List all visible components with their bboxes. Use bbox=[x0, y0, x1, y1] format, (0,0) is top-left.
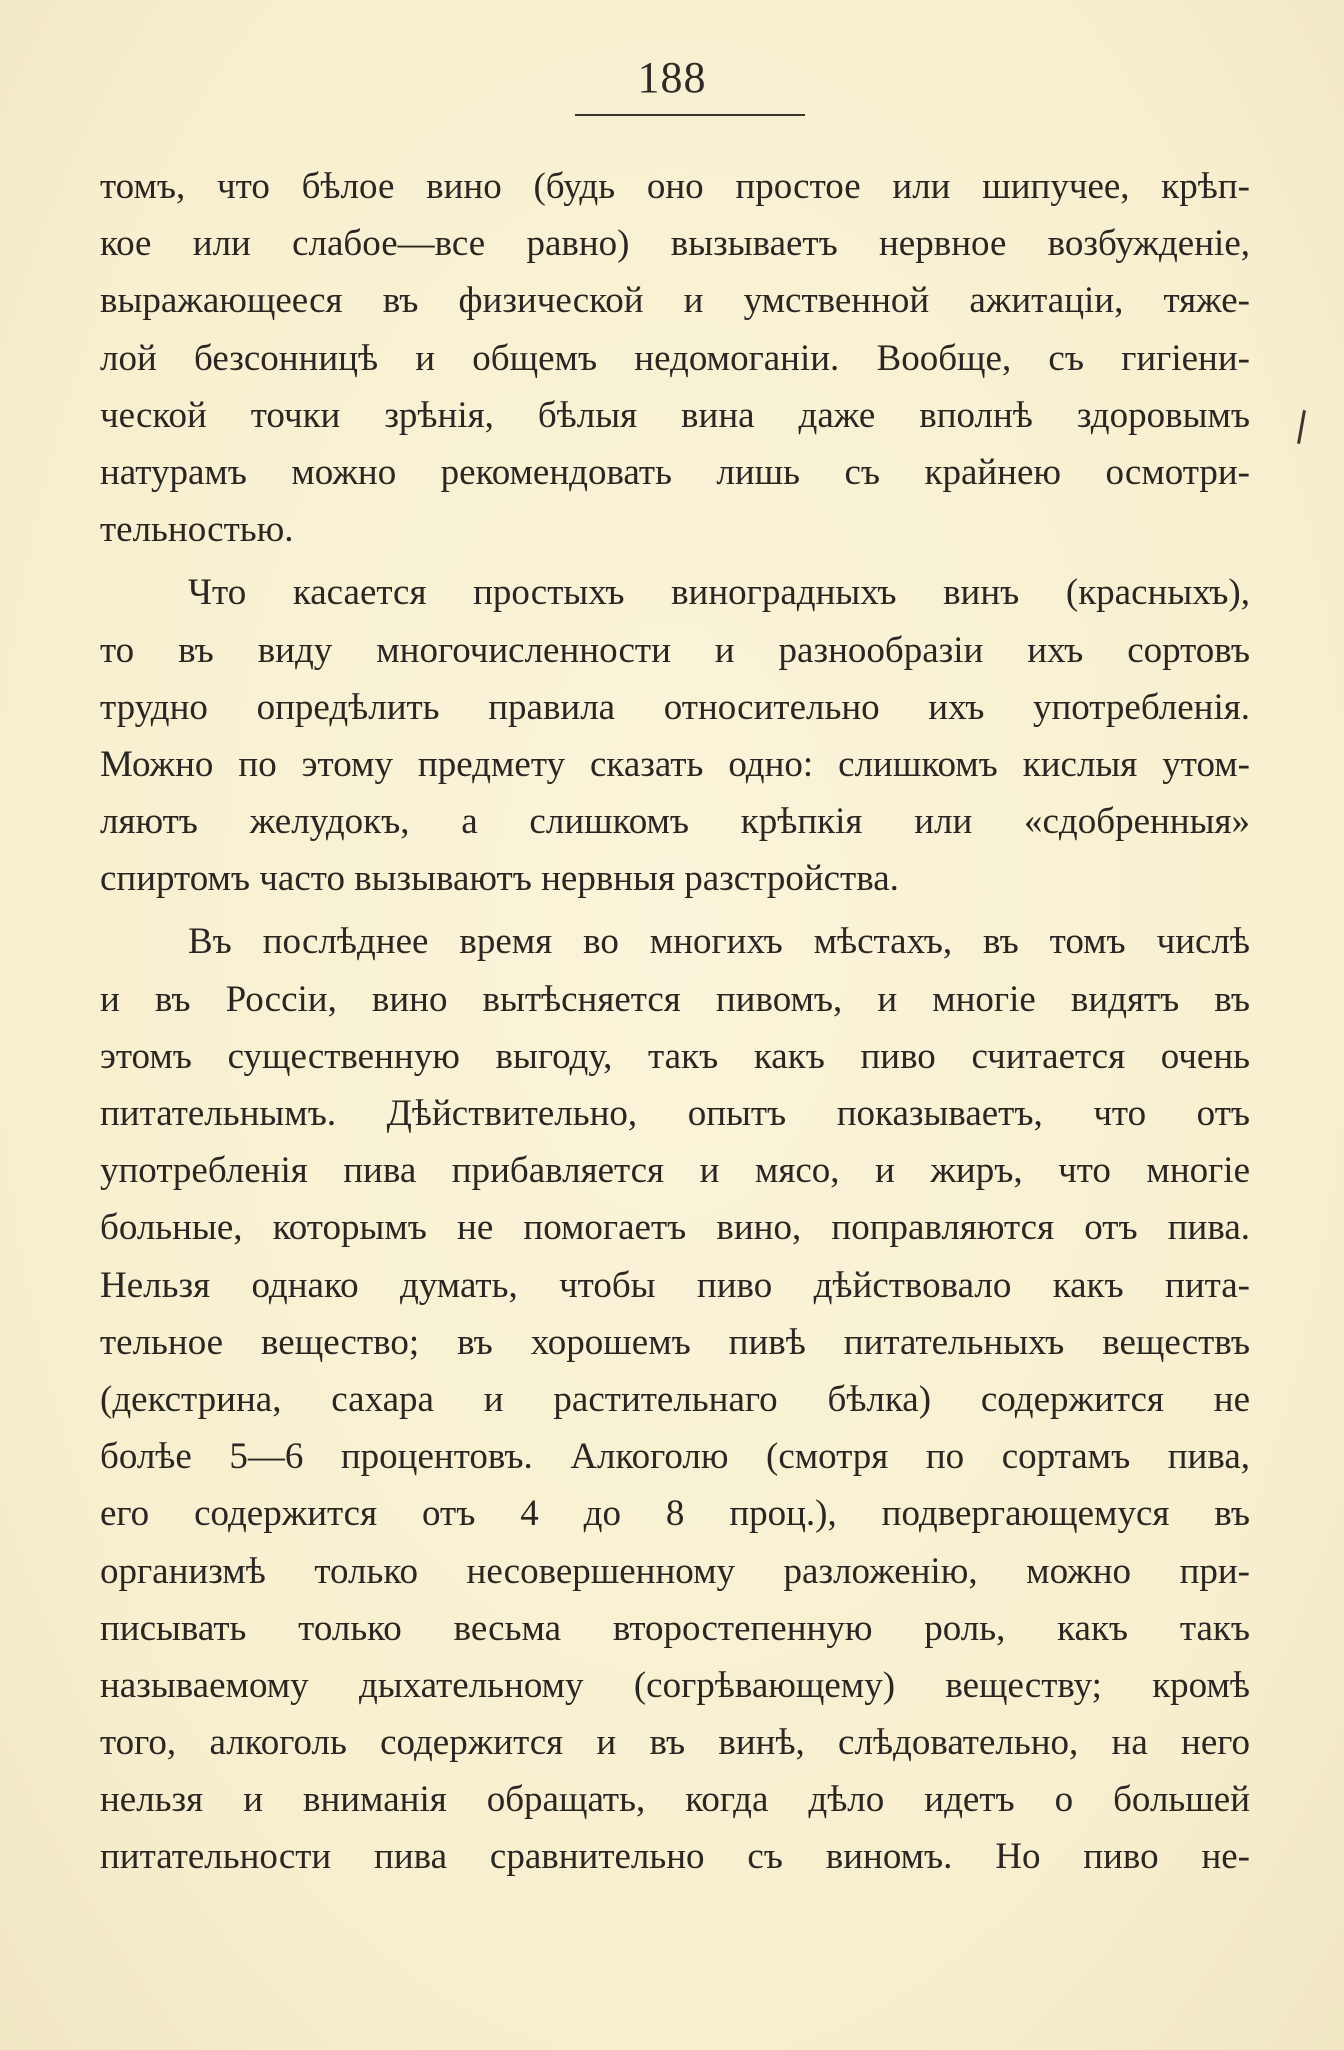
text-line: (декстрина, сахара и растительнаго бѣлка) содержится не bbox=[100, 1378, 1250, 1420]
paragraph-3 bbox=[100, 913, 1250, 1885]
text-line: кое или слабое—все равно) вызываетъ нервное возбужденіе, bbox=[100, 223, 1250, 265]
text-line: болѣе 5—6 процентовъ. Алкоголю (смотря по сортамъ пива, bbox=[100, 1436, 1250, 1478]
text-line: Можно по этому предмету сказать одно: слишкомъ кислыя утом- bbox=[100, 743, 1250, 785]
text-line: Что касается простыхъ виноградныхъ винъ (красныхъ), bbox=[188, 572, 1250, 614]
text-body bbox=[100, 158, 1250, 1892]
paragraph-2 bbox=[100, 564, 1250, 907]
text-line: то въ виду многочисленности и разнообразіи ихъ сортовъ bbox=[100, 629, 1250, 671]
text-line: этомъ существенную выгоду, такъ какъ пиво считается очень bbox=[100, 1035, 1250, 1077]
text-line: больные, которымъ не помогаетъ вино, поправляются отъ пива. bbox=[100, 1207, 1250, 1249]
text-line: Нельзя однако думать, чтобы пиво дѣйствовало какъ пита- bbox=[100, 1264, 1250, 1306]
text-line: организмѣ только несовершенному разложенію, можно при- bbox=[100, 1550, 1250, 1592]
text-line: того, алкоголь содержится и въ винѣ, слѣдовательно, на него bbox=[100, 1722, 1250, 1764]
text-line: Въ послѣднее время во многихъ мѣстахъ, въ томъ числѣ bbox=[188, 921, 1250, 963]
text-line: тельное вещество; въ хорошемъ пивѣ питательныхъ веществъ bbox=[100, 1321, 1250, 1363]
text-line: называемому дыхательному (согрѣвающему) веществу; кромѣ bbox=[100, 1664, 1250, 1706]
text-line: питательности пива сравнительно съ виномъ. Но пиво не- bbox=[100, 1836, 1250, 1878]
text-line: питательнымъ. Дѣйствительно, опытъ показываетъ, что отъ bbox=[100, 1093, 1250, 1134]
text-line: томъ, что бѣлое вино (будь оно простое или шипучее, крѣп- bbox=[100, 166, 1250, 207]
text-line: писывать только весьма второстепенную роль, какъ такъ bbox=[100, 1607, 1250, 1649]
text-line: ляютъ желудокъ, а слишкомъ крѣпкія или «сдобренныя» bbox=[100, 801, 1250, 843]
text-line: спиртомъ часто вызываютъ нервныя разстройства. bbox=[100, 858, 899, 900]
text-line: тельностью. bbox=[100, 509, 294, 551]
text-line: его содержится отъ 4 до 8 проц.), подвергающемуся въ bbox=[100, 1493, 1250, 1535]
margin-mark bbox=[1297, 410, 1306, 444]
text-line: выражающееся въ физической и умственной ажитаціи, тяже- bbox=[100, 280, 1250, 322]
text-line: нельзя и вниманія обращать, когда дѣло идетъ о большей bbox=[100, 1779, 1250, 1821]
page-number: 188 bbox=[637, 53, 707, 102]
text-line: трудно опредѣлить правила относительно ихъ употребленія. bbox=[100, 686, 1250, 728]
paragraph-1 bbox=[100, 158, 1250, 558]
text-line: лой безсонницѣ и общемъ недомоганіи. Вообще, съ гигіени- bbox=[100, 337, 1250, 379]
text-line: и въ Россіи, вино вытѣсняется пивомъ, и многіе видятъ въ bbox=[100, 978, 1250, 1020]
text-line: натурамъ можно рекомендовать лишь съ крайнею осмотри- bbox=[100, 451, 1250, 493]
header-rule bbox=[575, 114, 805, 116]
text-line: употребленія пива прибавляется и мясо, и жиръ, что многіе bbox=[100, 1150, 1250, 1192]
text-line: ческой точки зрѣнія, бѣлыя вина даже вполнѣ здоровымъ bbox=[100, 394, 1250, 436]
